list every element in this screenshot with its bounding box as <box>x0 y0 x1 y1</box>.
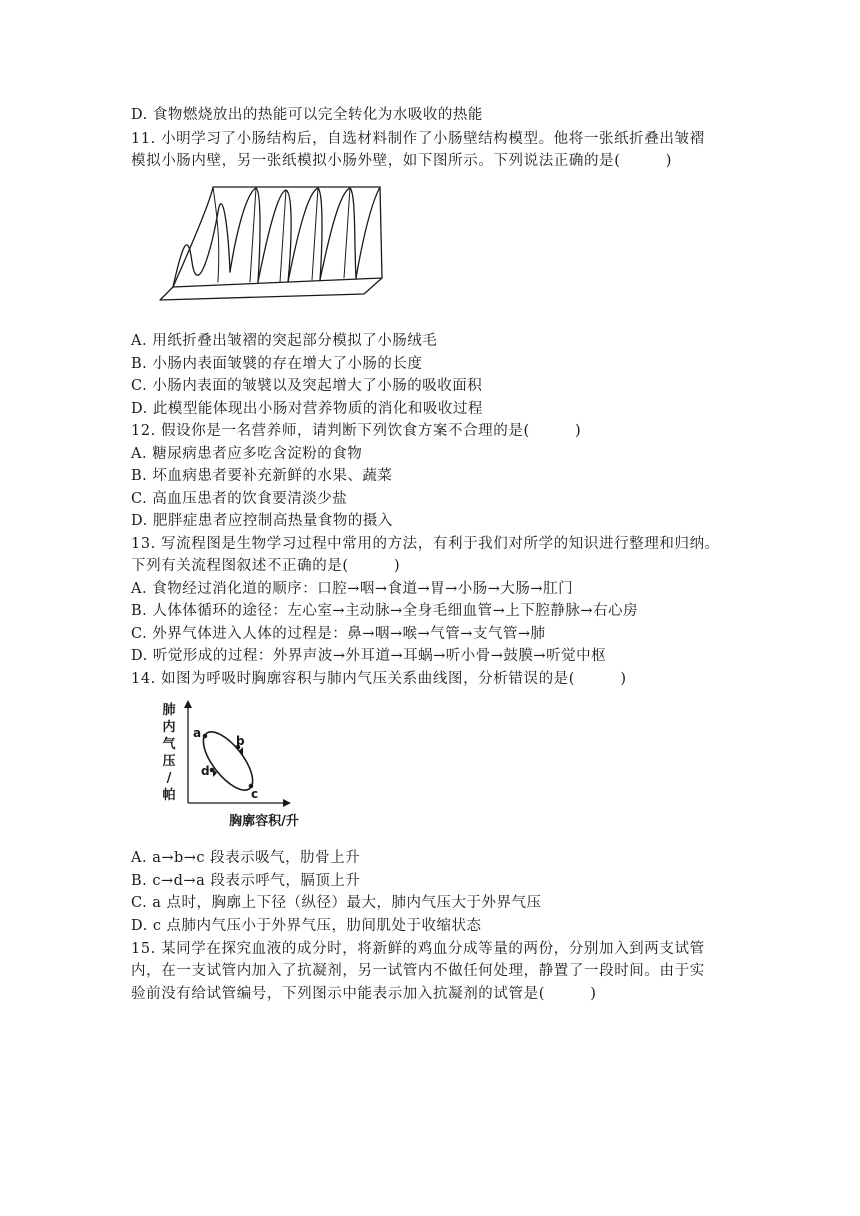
q13-option-b: B. 人体体循环的途径：左心室→主动脉→全身毛细血管→上下腔静脉→右心房 <box>131 603 638 619</box>
point-a-label: a <box>193 726 202 740</box>
y-axis-arrow <box>184 700 192 708</box>
q12-option-d: D. 肥胖症患者应控制高热量食物的摄入 <box>131 513 393 529</box>
point-b-label: b <box>236 734 245 748</box>
q14-option-b: B. c→d→a 段表示呼气，膈顶上升 <box>131 873 361 889</box>
q12-option-a: A. 糖尿病患者应多吃含淀粉的食物 <box>131 446 363 462</box>
q11-option-c: C. 小肠内表面的皱襞以及突起增大了小肠的吸收面积 <box>131 378 483 394</box>
y-axis-label-char-1: 肺 <box>162 703 176 718</box>
y-axis-label-char-6: 帕 <box>162 788 176 803</box>
point-d-dot <box>210 768 215 773</box>
q14-option-a: A. a→b→c 段表示吸气，肋骨上升 <box>131 850 361 866</box>
q15-stem-line1: 15. 某同学在探究血液的成分时，将新鲜的鸡血分成等量的两份，分别加入到两支试管 <box>131 941 705 957</box>
q11-option-b: B. 小肠内表面皱襞的存在增大了小肠的长度 <box>131 356 423 372</box>
q13-option-a: A. 食物经过消化道的顺序：口腔→咽→食道→胃→小肠→大肠→肛门 <box>131 581 574 597</box>
y-axis-label-char-2: 内 <box>162 720 176 735</box>
q11-option-d: D. 此模型能体现出小肠对营养物质的消化和吸收过程 <box>131 401 483 417</box>
q13-stem-line2: 下列有关流程图叙述不正确的是( ) <box>131 558 401 574</box>
lung-pressure-volume-figure <box>158 699 308 829</box>
q11-option-a: A. 用纸折叠出皱褶的突起部分模拟了小肠绒毛 <box>131 333 438 349</box>
q15-stem-line2: 内，在一支试管内加入了抗凝剂，另一试管内不做任何处理，静置了一段时间。由于实 <box>131 963 705 979</box>
prev-option-d: D. 食物燃烧放出的热能可以完全转化为水吸收的热能 <box>131 107 483 123</box>
q11-stem-line2: 模拟小肠内壁，另一张纸模拟小肠外壁，如下图所示。下列说法正确的是( ) <box>131 153 673 169</box>
point-c-label: c <box>251 787 259 801</box>
q14-option-d: D. c 点肺内气压小于外界气压，肋间肌处于收缩状态 <box>131 918 482 934</box>
q13-option-d: D. 听觉形成的过程：外界声波→外耳道→耳蜗→听小骨→鼓膜→听觉中枢 <box>131 648 607 664</box>
q13-stem-line1: 13. 写流程图是生物学习过程中常用的方法，有利于我们对所学的知识进行整理和归纳。 <box>131 536 720 552</box>
point-a-dot <box>203 734 208 739</box>
intestine-fold-model-figure <box>158 182 410 306</box>
x-axis-label: 胸廓容积/升 <box>229 814 299 829</box>
q11-stem-line1: 11. 小明学习了小肠结构后，自选材料制作了小肠壁结构模型。他将一张纸折叠出皱褶 <box>131 131 705 147</box>
q15-stem-line3: 验前没有给试管编号，下列图示中能表示加入抗凝剂的试管是( ) <box>131 986 597 1002</box>
y-axis-label-char-5: / <box>166 771 172 786</box>
q13-option-c: C. 外界气体进入人体的过程是：鼻→咽→喉→气管→支气管→肺 <box>131 626 546 642</box>
q12-stem: 12. 假设你是一名营养师，请判断下列饮食方案不合理的是( ) <box>131 423 582 439</box>
q14-stem: 14. 如图为呼吸时胸廓容积与肺内气压关系曲线图，分析错误的是( ) <box>131 671 627 687</box>
point-d-label: d <box>201 764 210 778</box>
y-axis-label-char-3: 气 <box>162 737 176 752</box>
q12-option-b: B. 坏血病患者要补充新鲜的水果、蔬菜 <box>131 468 393 484</box>
q12-option-c: C. 高血压患者的饮食要清淡少盐 <box>131 491 348 507</box>
q14-option-c: C. a 点时，胸廓上下径（纵径）最大，肺内气压大于外界气压 <box>131 895 542 911</box>
x-axis-arrow <box>283 799 291 807</box>
y-axis-label-char-4: 压 <box>162 754 176 769</box>
